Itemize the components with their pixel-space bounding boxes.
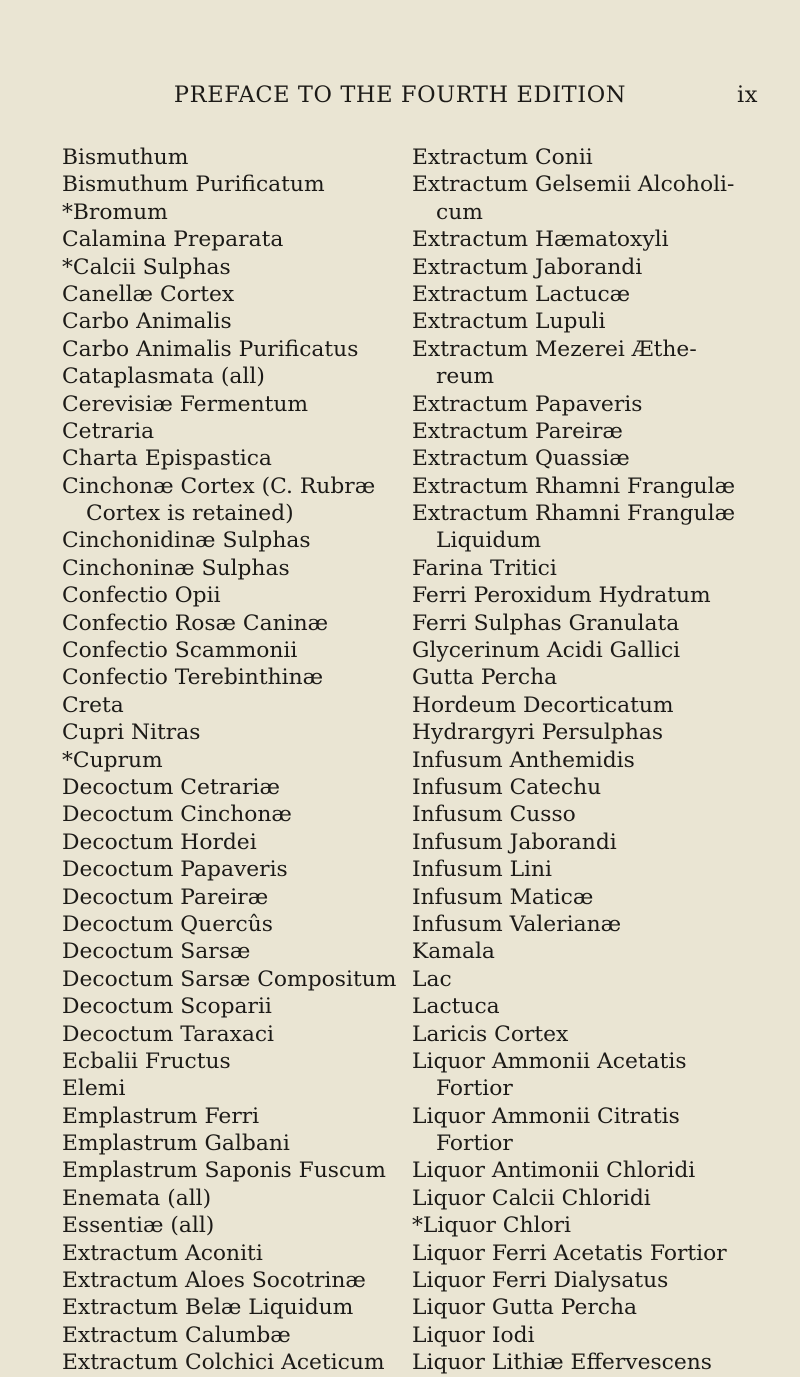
list-item: Extractum Lupuli [412, 309, 606, 335]
list-item: Extractum Mezerei Æthe- [412, 336, 697, 362]
list-item: *Calcii Sulphas [62, 254, 231, 280]
list-item: Cinchonidinæ Sulphas [62, 528, 311, 554]
list-item: Extractum Rhamni Frangulæ [412, 501, 736, 527]
list-item: Lac [412, 966, 452, 992]
list-item: Carbo Animalis [62, 309, 232, 335]
list-item: Infusum Valerianæ [412, 911, 622, 937]
list-item: Confectio Opii [62, 583, 221, 609]
list-item: Ecbalii Fructus [62, 1048, 231, 1074]
list-item: Infusum Cusso [412, 802, 576, 828]
list-item: Decoctum Taraxaci [62, 1021, 275, 1047]
list-item: Cinchonæ Cortex (C. Rubræ [62, 473, 376, 499]
list-item: Calamina Preparata [62, 227, 284, 253]
list-item: Extractum Conii [412, 145, 593, 170]
left-column [62, 144, 396, 1377]
list-item: Extractum Gelsemii Alcoholi- [412, 172, 735, 198]
list-item-continuation: Liquidum [436, 528, 542, 554]
list-item: Extractum Pareiræ [412, 418, 623, 444]
list-item: Extractum Hæmatoxyli [412, 227, 669, 253]
list-item: Extractum Lactucæ [412, 281, 631, 307]
list-item: Charta Epispastica [62, 446, 272, 472]
list-item: Canellæ Cortex [62, 281, 235, 307]
list-item-continuation: Cortex is retained) [86, 501, 294, 527]
list-item: Liquor Ferri Acetatis Fortior [412, 1240, 727, 1266]
list-item: Liquor Lithiæ Effervescens [412, 1350, 712, 1376]
list-item: Laricis Cortex [412, 1021, 569, 1047]
list-item: Infusum Anthemidis [412, 747, 635, 773]
list-item: Hordeum Decorticatum [412, 692, 674, 718]
right-column [412, 144, 735, 1377]
list-item-continuation: reum [436, 364, 495, 390]
list-item: Decoctum Sarsæ Compositum [62, 966, 397, 992]
list-item: Liquor Ferri Dialysatus [412, 1268, 669, 1294]
list-item: Decoctum Cinchonæ [62, 802, 292, 828]
list-item: Ferri Peroxidum Hydratum [412, 583, 711, 609]
list-item: Decoctum Pareiræ [62, 884, 269, 910]
list-item: Extractum Rhamni Frangulæ [412, 473, 736, 499]
list-item: Infusum Lini [412, 857, 553, 883]
list-item: Liquor Gutta Percha [412, 1295, 638, 1321]
list-item: *Bromum [62, 199, 168, 225]
list-item: Liquor Antimonii Chloridi [412, 1158, 696, 1184]
list-item: Lactuca [412, 994, 500, 1020]
list-item: Hydrargyri Persulphas [412, 720, 664, 746]
list-item: Extractum Belæ Liquidum [62, 1295, 354, 1321]
list-item: Extractum Quassiæ [412, 446, 630, 472]
list-item: Extractum Colchici Aceticum [62, 1350, 385, 1376]
list-item: Cupri Nitras [62, 720, 201, 746]
list-item: Decoctum Sarsæ [62, 939, 251, 965]
list-item: Farina Tritici [412, 555, 557, 581]
list-item: Cataplasmata (all) [62, 364, 265, 390]
list-item: Creta [62, 692, 124, 718]
list-item: Extractum Calumbæ [62, 1322, 291, 1348]
list-item: Decoctum Hordei [62, 829, 257, 855]
list-item: Emplastrum Galbani [62, 1131, 290, 1157]
list-item: Extractum Aconiti [62, 1240, 263, 1266]
list-item: Cinchoninæ Sulphas [62, 555, 290, 581]
list-item: Cetraria [62, 418, 155, 444]
list-item: Enemata (all) [62, 1185, 212, 1211]
running-header [0, 82, 800, 108]
list-item: Confectio Terebinthinæ [62, 665, 324, 691]
list-item: *Cuprum [62, 747, 163, 773]
list-item: Decoctum Scoparii [62, 994, 272, 1020]
list-item: Infusum Catechu [412, 774, 602, 800]
list-item: Bismuthum [62, 145, 189, 170]
list-item: Emplastrum Saponis Fuscum [62, 1158, 386, 1184]
list-item: Glycerinum Acidi Gallici [412, 638, 681, 664]
list-item: Infusum Jaborandi [412, 829, 617, 855]
list-item-continuation: Fortior [436, 1076, 513, 1102]
list-item: Infusum Maticæ [412, 884, 594, 910]
list-item: Elemi [62, 1076, 126, 1102]
list-item: Confectio Scammonii [62, 638, 298, 664]
running-title: PREFACE TO THE FOURTH EDITION [173, 82, 627, 108]
list-item: Extractum Jaborandi [412, 254, 643, 280]
list-item: Kamala [412, 939, 495, 965]
page-number: ix [737, 82, 759, 108]
list-item: *Liquor Chlori [412, 1213, 572, 1239]
list-item: Decoctum Cetrariæ [62, 774, 280, 800]
list-item: Decoctum Papaveris [62, 857, 288, 883]
list-item: Extractum Aloes Socotrinæ [62, 1268, 366, 1294]
list-item: Bismuthum Purificatum [62, 172, 325, 198]
list-item: Liquor Calcii Chloridi [412, 1185, 651, 1211]
list-item: Gutta Percha [412, 665, 558, 691]
list-item: Carbo Animalis Purificatus [62, 336, 359, 362]
list-item: Liquor Ammonii Citratis [412, 1103, 680, 1129]
list-item: Essentiæ (all) [62, 1213, 215, 1239]
list-item: Confectio Rosæ Caninæ [62, 610, 329, 636]
list-item: Cerevisiæ Fermentum [62, 391, 309, 417]
list-item-continuation: cum [436, 199, 483, 225]
list-item-continuation: Fortior [436, 1131, 513, 1157]
list-item: Decoctum Quercûs [62, 911, 273, 937]
list-item: Liquor Ammonii Acetatis [412, 1048, 687, 1074]
list-item: Emplastrum Ferri [62, 1103, 260, 1129]
list-item: Ferri Sulphas Granulata [412, 610, 680, 636]
list-item: Liquor Iodi [412, 1322, 535, 1348]
list-item: Extractum Papaveris [412, 391, 643, 417]
